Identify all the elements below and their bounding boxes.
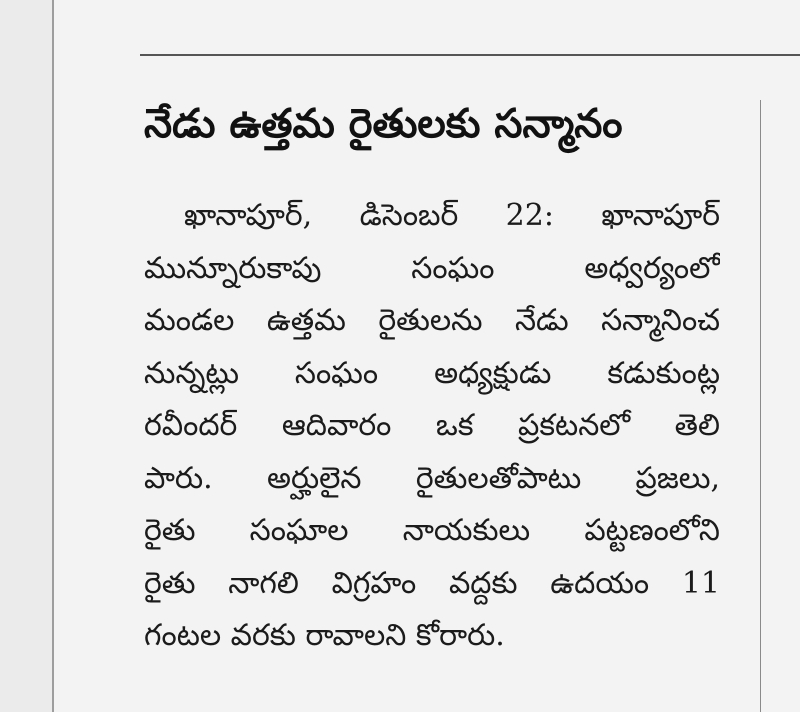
article-line-8: రైతు నాగలి విగ్రహం వద్దకు ఉదయం 11 (144, 565, 720, 601)
article-body (144, 190, 720, 663)
left-margin-strip (0, 0, 54, 712)
article-line-5: రవీందర్ ఆదివారం ఒక ప్రకటనలో తెలి (144, 408, 720, 443)
section-divider (140, 54, 800, 56)
article-line-7: రైతు సంఘాల నాయకులు పట్టణంలోని (144, 513, 720, 548)
article-line-3: మండల ఉత్తమ రైతులను నేడు సన్మానించ (144, 303, 720, 338)
previous-article-fragment (140, 0, 800, 14)
article-line-6: పారు. అర్హులైన రైతులతోపాటు ప్రజలు, (144, 460, 720, 496)
article-line-9: గంటల వరకు రావాలని కోరారు. (144, 618, 505, 653)
article-line-4: నున్నట్లు సంఘం అధ్యక్షుడు కడుకుంట్ల (144, 355, 720, 391)
article-line-2: మున్నూరుకాపు సంఘం అధ్వర్యంలో (144, 250, 720, 286)
article-headline: నేడు ఉత్తమ రైతులకు సన్మానం (144, 101, 623, 147)
article-line-1: ఖానాపూర్, డిసెంబర్ 22: ఖానాపూర్ (184, 198, 720, 233)
column-divider (760, 100, 761, 712)
